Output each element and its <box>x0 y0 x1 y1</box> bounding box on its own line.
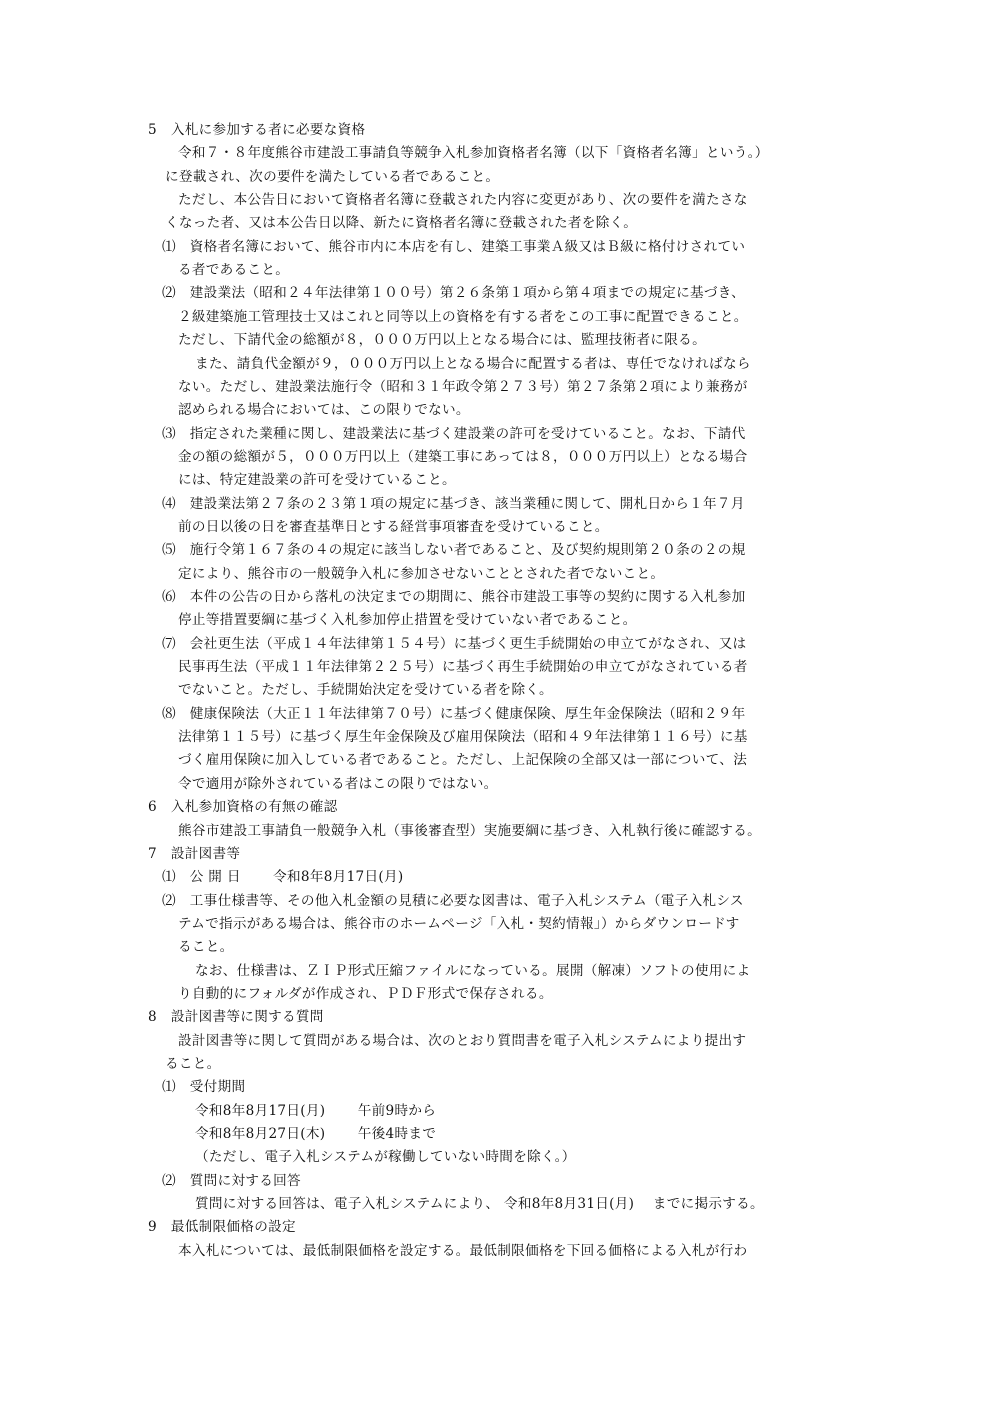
text-line: 金の額の総額が５，０００万円以上（建築工事にあっては８，０００万円以上）となる場合 <box>178 448 748 465</box>
text-line: 熊谷市建設工事請負一般競争入札（事後審査型）実施要綱に基づき、入札執行後に確認する。 <box>178 822 761 839</box>
text-line: づく雇用保険に加入している者であること。ただし、上記保険の全部又は一部について、法 <box>178 752 748 769</box>
text-line: ⑵ 建設業法（昭和２４年法律第１００号）第２６条第１項から第４項までの規定に基づき、 <box>162 285 745 302</box>
text-line: 6 入札参加資格の有無の確認 <box>148 799 338 816</box>
text-line: には、特定建設業の許可を受けていること。 <box>178 472 456 489</box>
text-line: 民事再生法（平成１１年法律第２２５号）に基づく再生手続開始の申立てがなされている者 <box>178 659 748 676</box>
text-line: ⑴ 公 開 日 令和8年8月17日(月) <box>162 869 404 886</box>
text-line: ⑹ 本件の公告の日から落札の決定までの期間に、熊谷市建設工事等の契約に関する入札参加 <box>162 589 746 605</box>
text-line: 前の日以後の日を審査基準日とする経営事項審査を受けていること。 <box>178 518 609 535</box>
text-line: ⑶ 指定された業種に関し、建設業法に基づく建設業の許可を受けていること。なお、下請代 <box>162 425 746 442</box>
text-line: ⑵ 質問に対する回答 <box>162 1172 301 1189</box>
text-line: 5 入札に参加する者に必要な資格 <box>148 122 366 138</box>
text-line: 認められる場合においては、この限りでない。 <box>178 402 470 419</box>
text-line: くなった者、又は本公告日以降、新たに資格者名簿に登載された者を除く。 <box>165 215 638 232</box>
text-line: ⑴ 受付期間 <box>162 1079 246 1096</box>
text-line: 令和8年8月17日(月) 午前9時から <box>195 1102 437 1119</box>
text-line: ⑺ 会社更生法（平成１４年法律第１５４号）に基づく更生手続開始の申立てがなされ、又は <box>162 635 747 652</box>
text-line: ⑵ 工事仕様書等、その他入札金額の見積に必要な図書は、電子入札システム（電子入札シス <box>162 892 744 909</box>
text-line: 令で適用が除外されている者はこの限りではない。 <box>178 775 498 792</box>
text-line: ⑻ 健康保険法（大正１１年法律第７０号）に基づく健康保険、厚生年金保険法（昭和２９年 <box>162 705 746 722</box>
text-line: り自動的にフォルダが作成され、ＰＤＦ形式で保存される。 <box>178 985 553 1002</box>
text-line: ⑸ 施行令第１６７条の４の規定に該当しない者であること、及び契約規則第２０条の２の規 <box>162 542 746 559</box>
text-line: ２級建築施工管理技士又はこれと同等以上の資格を有する者をこの工事に配置できること。 <box>178 308 748 325</box>
text-line: 定により、熊谷市の一般競争入札に参加させないこととされた者でないこと。 <box>178 565 665 582</box>
text-line: ること。 <box>178 939 234 956</box>
text-line: に登載され、次の要件を満たしている者であること。 <box>165 168 500 185</box>
text-line: なお、仕様書は、ＺＩＰ形式圧縮ファイルになっている。展開（解凍）ソフトの使用によ <box>195 962 751 979</box>
text-line: テムで指示がある場合は、熊谷市のホームページ「入札・契約情報」）からダウンロードす <box>178 915 740 932</box>
text-line: 設計図書等に関して質問がある場合は、次のとおり質問書を電子入札システムにより提出す <box>178 1032 747 1049</box>
text-line: （ただし、電子入札システムが稼働していない時間を除く。） <box>195 1149 576 1166</box>
text-line: 令和8年8月27日(木) 午後4時まで <box>195 1126 437 1143</box>
text-line: る者であること。 <box>178 262 290 279</box>
text-line: 本入札については、最低制限価格を設定する。最低制限価格を下回る価格による入札が行わ <box>178 1242 748 1259</box>
text-line: ただし、下請代金の総額が８，０００万円以上となる場合には、監理技術者に限る。 <box>178 332 706 349</box>
text-line: 停止等措置要綱に基づく入札参加停止措置を受けていない者であること。 <box>178 612 637 629</box>
text-line: ⑴ 資格者名簿において、熊谷市内に本店を有し、建築工事業Ａ級又はＢ級に格付けされてい <box>162 238 746 255</box>
text-line: でないこと。ただし、手続開始決定を受けている者を除く。 <box>178 682 553 699</box>
text-line: ること。 <box>165 1056 221 1072</box>
text-line: 8 設計図書等に関する質問 <box>148 1009 324 1026</box>
text-line: 法律第１１５号）に基づく厚生年金保険及び雇用保険法（昭和４９年法律第１１６号）に基 <box>178 729 748 746</box>
text-line: ただし、本公告日において資格者名簿に登載された内容に変更があり、次の要件を満たさな <box>178 192 748 209</box>
text-line: 令和７・８年度熊谷市建設工事請負等競争入札参加資格者名簿（以下「資格者名簿」という。） <box>178 145 769 162</box>
text-line: ⑷ 建設業法第２７条の２３第１項の規定に基づき、該当業種に関して、開札日から１年７月 <box>162 495 745 512</box>
text-line: 7 設計図書等 <box>148 845 241 862</box>
text-line: また、請負代金額が９，０００万円以上となる場合に配置する者は、専任でなければなら <box>195 355 751 372</box>
text-line: 質問に対する回答は、電子入札システムにより、 令和8年8月31日(月) までに掲示する。 <box>195 1196 764 1213</box>
text-line: 9 最低制限価格の設定 <box>148 1219 296 1236</box>
text-line: ない。ただし、建設業法施行令（昭和３１年政令第２７３号）第２７条第２項により兼務が <box>178 378 748 395</box>
